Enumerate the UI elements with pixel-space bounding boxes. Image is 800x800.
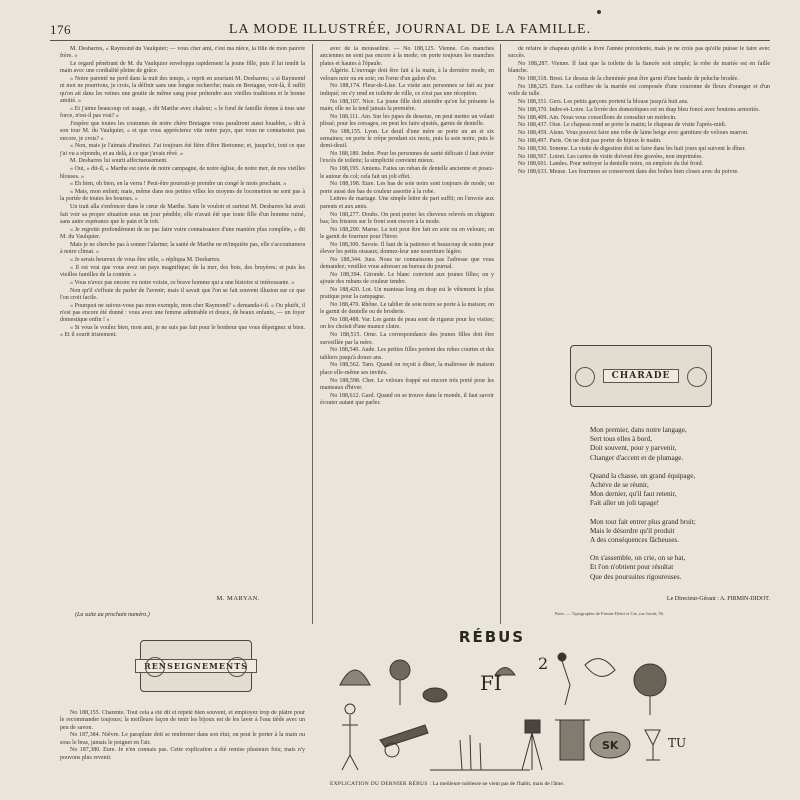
story-paragraph: « Et j'aime beaucoup cet usage, » dit Marthe avec chaleur; « le fond de famille donne à tous une force, n'est-il pas vrai? » (60, 105, 305, 120)
answer-paragraph: No 188,488. Var. Les gants de peau sont de rigueur pour les visites; on les choisit d'une nuance claire. (320, 317, 494, 331)
answer-paragraph: No 188,530. Somme. La visite de digestion doit se faire dans les huit jours qui suivent le dîner. (518, 145, 746, 152)
charade-line: Mon tout fait entrer plus grand bruit; (590, 517, 696, 526)
story-paragraph: Un trait alla s'enfoncer dans le cœur de Marthe. Sans le vouloir et surtout M. Desbarres lui avait fait voir sa propre situation sous un jour pénible; elle n'avait été que toute fille d'un homme ruiné, sans autre espérance que le pain et le toit. (60, 204, 305, 225)
story-paragraph: M. Desbarres, « Raymond du Vaulquier; — vous cher ami, c'est ma nièce, la fille de mon pauvre frère. » (60, 46, 305, 60)
rebus-caption-text: La meilleure noblesse ne vient pas de l'habit, mais de l'âme. (432, 781, 565, 787)
charade-line: Et l'on n'obtient pour résultat (590, 563, 674, 572)
rebus-tree-icon (634, 664, 666, 696)
story-paragraph: « Vous n'avez pas encore vu notre voisin, ce brave homme qui a une histoire si intéressante. » (70, 279, 295, 286)
answer-paragraph: No 188,515. Orne. La correspondance des jeunes filles doit être surveillée par la mère. (320, 332, 494, 346)
story-paragraph: « Je regrette profondément de ne pas faire votre connaissance d'une manière plus complète, » dit M. du Vaulquier. (60, 226, 305, 240)
charade-line: Achève de se réunir, (590, 481, 649, 490)
answer-paragraph: No 188,318. Brest. Le dessus de la cheminée peut être garni d'une bande de peluche brodée. (518, 76, 739, 83)
charade-line: A des conséquences fâcheuses. (590, 536, 680, 545)
charade-poem (590, 426, 770, 582)
charade-line: Quand la chasse, un grand équipage, (590, 471, 696, 480)
answer-paragraph: No 188,409. Ain. Nous vous conseillons de consulter un médecin. (518, 114, 677, 121)
running-title: LA MODE ILLUSTRÉE, JOURNAL DE LA FAMILLE. (228, 22, 592, 37)
rebus-glyph-tu: TU (668, 736, 687, 750)
fold-mark (597, 10, 601, 14)
page-header (50, 22, 770, 38)
story-column (60, 46, 305, 592)
story-signature: M. MARYAN. (216, 595, 260, 602)
charade-line: Sert tous elles à bord, (590, 435, 653, 444)
story-paragraph: « Eh bien, oh bien, en la verra ! Peut-être pourrait-je prendre un congé le mois prochain. » (70, 181, 287, 188)
rebus-caption (330, 781, 770, 787)
rebus-glyph-fi: FI (480, 671, 502, 695)
rebus-illustration (330, 645, 690, 775)
printer-credit: Paris. — Typographie de Firmin-Didot et Cie, rue Jacob, 56. (555, 611, 664, 616)
answer-paragraph: No 188,562. Tarn. Quand on reçoit à dîner, la maîtresse de maison place elle-même ses invités. (320, 362, 494, 376)
renseignements-paragraph: No 187,384. Nièvre. Le parapluie doit se renfermer dans son étui; on peut le porter à la main ou sous le bras, jamais le poignet en l'air. (60, 732, 305, 746)
rebus-caption-lead: EXPLICATION DU DERNIER RÉBUS : (330, 781, 432, 787)
story-paragraph: « Non, mais je l'aimais d'instinct. J'ai toujours été fière d'être Bretonne; et, jusqu'ici, tout ce que j'ai vu a répondu, et au delà, à ce que j'avais rêvé. » (60, 143, 305, 157)
story-paragraph: M. Desbarres lui sourit affectueusement. (70, 158, 168, 165)
answer-paragraph: No 188,567. Loiret. Les cartes de visite doivent être gravées, non imprimées. (518, 153, 703, 160)
charade-line: Changer d'accent et de plumage. (590, 453, 684, 462)
story-paragraph: J'espère que toutes les coutumes de notre chère Bretagne vous paraîtront aussi louables, » dit à son tour M. du Vaulquier, « et que vous apprécierez vite notre pays, que vous ne connaissiez pas encore, je crois? » (60, 120, 305, 142)
rebus-flame-icon (585, 659, 615, 677)
answer-paragraph: No 188,598. Cher. Le velours frappé est encore très porté pour les manteaux d'hiver. (320, 377, 494, 391)
answer-paragraph: No 188,420. Lot. Un manteau long en drap est le vêtement le plus pratique pour la campagne. (320, 287, 494, 301)
renseignements-banner (140, 640, 252, 692)
answer-paragraph: No 188,195. Amiens. Faites un ruban de dentelle ancienne et posez-le autour du col; cela fait un joli effet. (320, 166, 494, 180)
charade-line: Mais le désordre qu'il produit (590, 526, 675, 535)
answers-column-right (508, 46, 770, 328)
answer-paragraph: No 188,287. Vienne. Il faut que la toilette de la fiancée soit simple; la robe de mariée est en faille blanche. (508, 61, 770, 75)
story-paragraph: Mais je ne cherche pas à sonner l'alarme; la santé de Marthe ne m'inquiète pas, elle s'accoutumera à notre climat. » (60, 241, 305, 256)
answer-paragraph: No 188,277. Doubs. On peut porter les cheveux relevés en chignon bas; les frisures sur le front sont encore à la mode. (320, 211, 494, 225)
story-paragraph: « Je serais heureux de vous être utile, » répliqua M. Desbarres. (70, 256, 221, 263)
charade-stanza (590, 518, 770, 546)
scroll-ornament-icon (687, 367, 707, 387)
to-be-continued: (La suite au prochain numéro.) (75, 612, 150, 618)
rebus-beetle-icon (423, 688, 447, 702)
answer-paragraph: No 188,344. Jura. Nous ne connaissons pas l'adresse que vous demandez; veuillez vous adresser au bureau du journal. (320, 256, 494, 271)
charade-line: Mon dernier, qu'il faut retenir, (590, 490, 677, 499)
charade-stanza (590, 472, 770, 509)
rebus-camera-icon (525, 720, 540, 733)
page-number: 176 (50, 22, 71, 37)
answer-paragraph: Algérie. L'ouvrage doit être fait à la main, à la dernière mode, en velours noir ou en soie; on l'orne d'un galon d'or. (320, 68, 494, 82)
charade-title: CHARADE (603, 369, 680, 383)
answer-paragraph: No 188,370. Indre-et-Loire. La livrée des domestiques est en drap bleu foncé avec boutons armoriés. (518, 106, 760, 113)
renseignements-title: RENSEIGNEMENTS (135, 659, 257, 673)
charade-banner (570, 345, 712, 407)
answer-paragraph: No 188,540. Aude. Les petites filles portent des robes courtes et des tabliers jusqu'à douze ans. (320, 347, 494, 361)
answer-paragraph: No 188,612. Gard. Quand on se trouve dans le monde, il faut savoir écouter autant que parler. (320, 392, 494, 406)
rebus-tassel-icon (340, 670, 370, 685)
answer-paragraph: No 188,300. Savoie. Il faut de la patience et beaucoup de soins pour élever les petits oiseaux; donnez-leur une nourriture légère. (320, 241, 494, 256)
rebus-reeds-icon (460, 735, 481, 770)
answer-paragraph: No 188,198. Eure. Les bas de soie noirs sont toujours de mode; on porte aussi des bas de couleur assortie à la robe. (320, 181, 494, 195)
rebus-glyph-2: 2 (538, 654, 549, 673)
charade-line: Doit souvent, pour y parvenir, (590, 444, 677, 453)
scroll-ornament-icon (575, 367, 595, 387)
rebus-title: RÉBUS (458, 628, 526, 646)
answer-paragraph: No 188,325. Eure. La coiffure de la mariée est composée d'une couronne de fleurs d'oranger et d'un voile de tulle. (508, 83, 770, 98)
answer-paragraph: No 188,155. Lyon. Le deuil d'une mère se porte un an et six semaines; on porte le crêpe pendant six mois, puis la soie noire, puis le demi-deuil. (320, 128, 494, 150)
answer-paragraph: No 188,111. Ain. Sur les jupes de dessous, on peut mettre un volant plissé; pour les corsages, on peut les faire ajustés, garnis de dentelle. (320, 113, 494, 127)
scroll-ornament-icon (145, 657, 165, 677)
answer-paragraph: No 188,107. Nice. La jeune fille doit attendre qu'on lui présente la main; elle ne la tend jamais la première. (320, 98, 494, 112)
story-paragraph: « Il est vrai que vous avez un pays magnifique; de la mer, des bois, des bruyères; et puis les vieilles familles de la contrée. » (60, 264, 305, 278)
answer-paragraph: avec de la mousseline. — No 188,125. Vienne. Ces manches anciennes ne sont pas encore à la mode; on porte toujours les manches plates et hautes à l'épaule. (320, 46, 494, 67)
story-paragraph: Le regard pénétrant de M. du Vaulquier enveloppa rapidement la jeune fille, puis il lui tendit la main avec une cordialité pleine de grâce. (60, 61, 305, 75)
answer-paragraph: No 188,394. Gironde. Le blanc convient aux jeunes filles; on y ajoute des rubans de couleur tendre. (320, 271, 494, 286)
header-rule (50, 40, 770, 41)
answer-paragraph: No 188,290. Marne. Le toit peut être fait en soie ou en velours; on le garnit de fourrure pour l'hiver. (320, 226, 494, 240)
answers-column-middle (320, 46, 494, 620)
renseignements-paragraph: No 187,380. Eure. Je n'en connais pas. Cette explication a été remise plusieurs fois; mais n'y pouvons plus revenir. (60, 747, 305, 761)
column-rule-right (500, 44, 501, 624)
rebus-glyph-sk: SK (602, 739, 619, 752)
column-rule-left (312, 44, 313, 624)
answer-paragraph: No 188,601. Landes. Pour nettoyer la dentelle noire, on emploie du thé froid. (518, 161, 704, 168)
charade-stanza (590, 426, 770, 463)
answer-paragraph: No 188,174. Fleur-de-Lise. La visite aux personnes se fait au jour indiqué; on s'y rend en toilette de ville, ce n'est pas une réception. (320, 83, 494, 97)
rebus-cannon-icon (380, 725, 428, 747)
answer-paragraph: No 188,633. Meuse. Les fourrures se conservent dans des boîtes bien closes avec du poivre. (518, 169, 739, 176)
answer-paragraph: Lettres de mariage. Une simple lettre de part suffit; on l'envoie aux parents et aux amis. (320, 196, 494, 210)
charade-line: Que des poursuites rigoureuses. (590, 572, 682, 581)
charade-line: On s'assemble, on crie, on se bat, (590, 554, 686, 563)
story-paragraph: « Notre parenté ne perd dans la nuit des temps, » reprit en souriant M. Desbarres; « si Raymond ni moi ne pourrions, je crois, la définir sans une longue recherche; mais en Bretagne, voir-là, il suffit qu'on ait dans les veines une goutte de même sang pour prétendre aux vieilles traditions et le bonne amitié. » (60, 76, 305, 105)
scroll-ornament-icon (227, 657, 247, 677)
director-credit: Le Directeur-Gérant : A. FIRMIN-DIDOT. (666, 596, 770, 602)
answer-paragraph: No 188,459. Aisne. Vous pouvez faire une robe de laine beige avec garniture de velours marron. (518, 130, 749, 137)
story-paragraph: « Si vous le voulez bien, mon ami, je ne suis pas fait pour le bonheur que vous dépeignez si bien. » Et il sourit tristement. (60, 324, 305, 339)
rebus-flower-icon (390, 660, 410, 680)
answer-paragraph: No 188,180. Indre. Pour les personnes de santé délicate il faut éviter l'excès de toilette; la simplicité convient mieux. (320, 151, 494, 165)
answer-paragraph: de refaire le chapeau qu'elle a livré l'année précédente, mais je ne crois pas qu'elle puisse le faire avec succès. (508, 46, 770, 60)
answer-paragraph: No 188,351. Gers. Les petits garçons portent la blouse jusqu'à huit ans. (518, 99, 689, 106)
answer-paragraph: No 188,437. Oise. Le chapeau rond se porte le matin; le chapeau de visite l'après-midi. (518, 122, 727, 129)
story-paragraph: « Mais, mon enfant; mais, même dans nos petites villes les moyens de locomotion ne sont pas à la portée de toutes les bourses. » (60, 189, 305, 203)
rebus-press-icon (560, 720, 584, 760)
charade-stanza (590, 554, 770, 582)
rebus-glass-icon (645, 730, 660, 760)
story-paragraph: « Oui, » dit-il, « Marthe est ravie de notre campagne, de notre église, de notre mer, de nos vieilles blouses. » (60, 166, 305, 180)
answer-paragraph: No 188,470. Rhône. Le tablier de soie noire se porte à la maison; on le garnit de dentelle ou de broderie. (320, 302, 494, 316)
charade-line: Fait aller un joli tapage! (590, 499, 660, 508)
story-paragraph: « Pourquoi ne suivez-vous pas mon exemple, mon cher Raymond? » demanda-t-il. « Ou plutôt, il n'est pas encore été donné : vous avez une femme admirable et douce, de beaux enfants, — un foyer domestique enfin ! » (60, 302, 305, 324)
renseignements-paragraph: No 188,155. Charente. Tout cela a été dit et répété bien souvent, et employez trop de plâtre pour le recommander toujours; la meilleure façon de tenir les bijoux est de les laver à l'eau tiède avec un peu de savon. (60, 710, 305, 731)
charade-line: Mon premier, dans notre langage, (590, 426, 687, 434)
renseignements-column (60, 710, 305, 780)
story-paragraph: Non qu'il s'effraie de parler de l'avenir; mais il savait que l'on se fait souvent illusion sur ce que l'on croit facile. (60, 287, 305, 301)
rebus-torch-icon (558, 653, 566, 661)
answer-paragraph: No 188,497. Paris. On ne doit pas porter de bijoux le matin. (518, 138, 662, 145)
rebus-figure-icon (342, 715, 358, 770)
rebus-svg (330, 645, 690, 775)
